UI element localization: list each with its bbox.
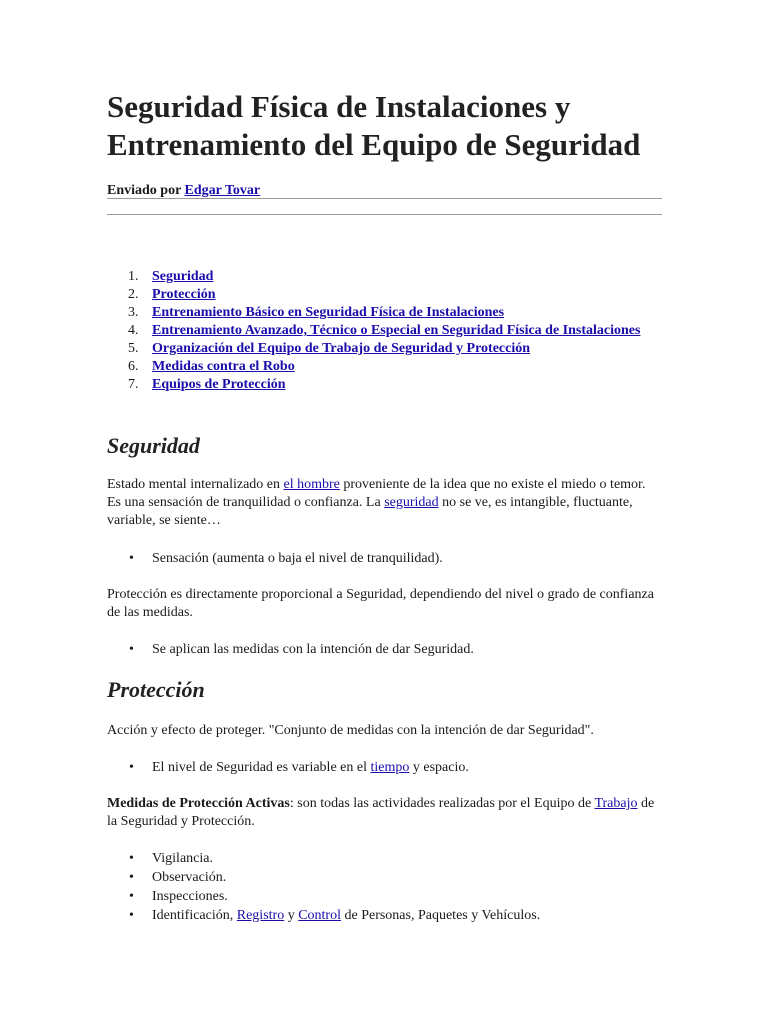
list-item: • Observación. bbox=[107, 868, 662, 887]
table-of-contents bbox=[107, 268, 662, 394]
text-run: El nivel de Seguridad es variable en el bbox=[152, 760, 371, 775]
text-run: Identificación, bbox=[152, 908, 237, 923]
toc-number: 2. bbox=[128, 287, 139, 302]
toc-number: 1. bbox=[128, 269, 139, 284]
text-run: y bbox=[284, 908, 299, 923]
link-el-hombre[interactable]: el hombre bbox=[283, 477, 340, 492]
text-run: de la Seguridad y Protección. bbox=[107, 796, 655, 829]
toc-link-entrenamiento-avanzado[interactable]: Entrenamiento Avanzado, Técnico o Especial en Seguridad Física de Instalaciones bbox=[152, 323, 641, 338]
toc-number: 6. bbox=[128, 359, 139, 374]
toc-item bbox=[107, 322, 662, 340]
link-trabajo[interactable]: Trabajo bbox=[594, 796, 638, 811]
proteccion-bullets-1 bbox=[107, 758, 662, 777]
toc-number: 7. bbox=[128, 377, 139, 392]
seguridad-paragraph-2: Protección es directamente proporcional a Seguridad, dependiendo del nivel o grado de confianza de las medidas. bbox=[107, 587, 654, 620]
section-heading-proteccion: Protección bbox=[107, 677, 205, 702]
seguridad-bullets-1 bbox=[107, 549, 662, 568]
proteccion-bullets-2 bbox=[107, 849, 662, 925]
toc-item bbox=[107, 340, 662, 358]
toc-link-proteccion[interactable]: Protección bbox=[152, 287, 216, 302]
text-run: no se ve, es intangible, fluctuante, variable, se siente… bbox=[107, 495, 633, 528]
toc-item bbox=[107, 376, 662, 394]
seguridad-paragraph-1 bbox=[107, 476, 662, 530]
toc-link-organizacion[interactable]: Organización del Equipo de Trabajo de Seguridad y Protección bbox=[152, 341, 531, 356]
text-run: y espacio. bbox=[409, 760, 469, 775]
text-run: proveniente de la idea que no existe el miedo o temor. Es una sensación de tranquilidad o confianza. La bbox=[107, 477, 646, 510]
section-heading-seguridad: Seguridad bbox=[107, 433, 200, 458]
byline-prefix: Enviado por bbox=[107, 183, 182, 198]
toc-number: 5. bbox=[128, 341, 139, 356]
list-item: • Se aplican las medidas con la intención de dar Seguridad. bbox=[107, 640, 662, 659]
toc-link-seguridad[interactable]: Seguridad bbox=[152, 269, 214, 284]
bold-term: Medidas de Protección Activas bbox=[107, 796, 290, 811]
list-item bbox=[107, 758, 662, 777]
toc-item bbox=[107, 304, 662, 322]
link-seguridad[interactable]: seguridad bbox=[384, 495, 439, 510]
toc-item bbox=[107, 286, 662, 304]
seguridad-bullets-2 bbox=[107, 640, 662, 659]
text-run: Estado mental internalizado en bbox=[107, 477, 284, 492]
author-link[interactable]: Edgar Tovar bbox=[184, 183, 261, 198]
proteccion-paragraph-1: Acción y efecto de proteger. "Conjunto de medidas con la intención de dar Seguridad". bbox=[107, 723, 594, 738]
list-item: • Inspecciones. bbox=[107, 887, 662, 906]
toc-link-medidas-robo[interactable]: Medidas contra el Robo bbox=[152, 359, 295, 374]
proteccion-paragraph-2 bbox=[107, 795, 662, 831]
divider-top bbox=[107, 198, 662, 199]
toc-link-equipos-proteccion[interactable]: Equipos de Protección bbox=[152, 377, 286, 392]
link-tiempo[interactable]: tiempo bbox=[370, 760, 410, 775]
toc-item bbox=[107, 268, 662, 286]
article-title: Seguridad Física de Instalaciones y Entrenamiento del Equipo de Seguridad bbox=[107, 89, 641, 162]
toc-number: 3. bbox=[128, 305, 139, 320]
list-item bbox=[107, 906, 662, 925]
toc-item bbox=[107, 358, 662, 376]
link-control[interactable]: Control bbox=[298, 908, 341, 923]
text-run: : son todas las actividades realizadas por el Equipo de bbox=[289, 796, 595, 811]
list-item: • Vigilancia. bbox=[107, 849, 662, 868]
link-registro[interactable]: Registro bbox=[236, 908, 285, 923]
divider-bottom bbox=[107, 214, 662, 215]
toc-number: 4. bbox=[128, 323, 139, 338]
text-run: de Personas, Paquetes y Vehículos. bbox=[340, 908, 541, 923]
list-item: • Sensación (aumenta o baja el nivel de tranquilidad). bbox=[107, 549, 662, 568]
toc-link-entrenamiento-basico[interactable]: Entrenamiento Básico en Seguridad Física de Instalaciones bbox=[152, 305, 505, 320]
